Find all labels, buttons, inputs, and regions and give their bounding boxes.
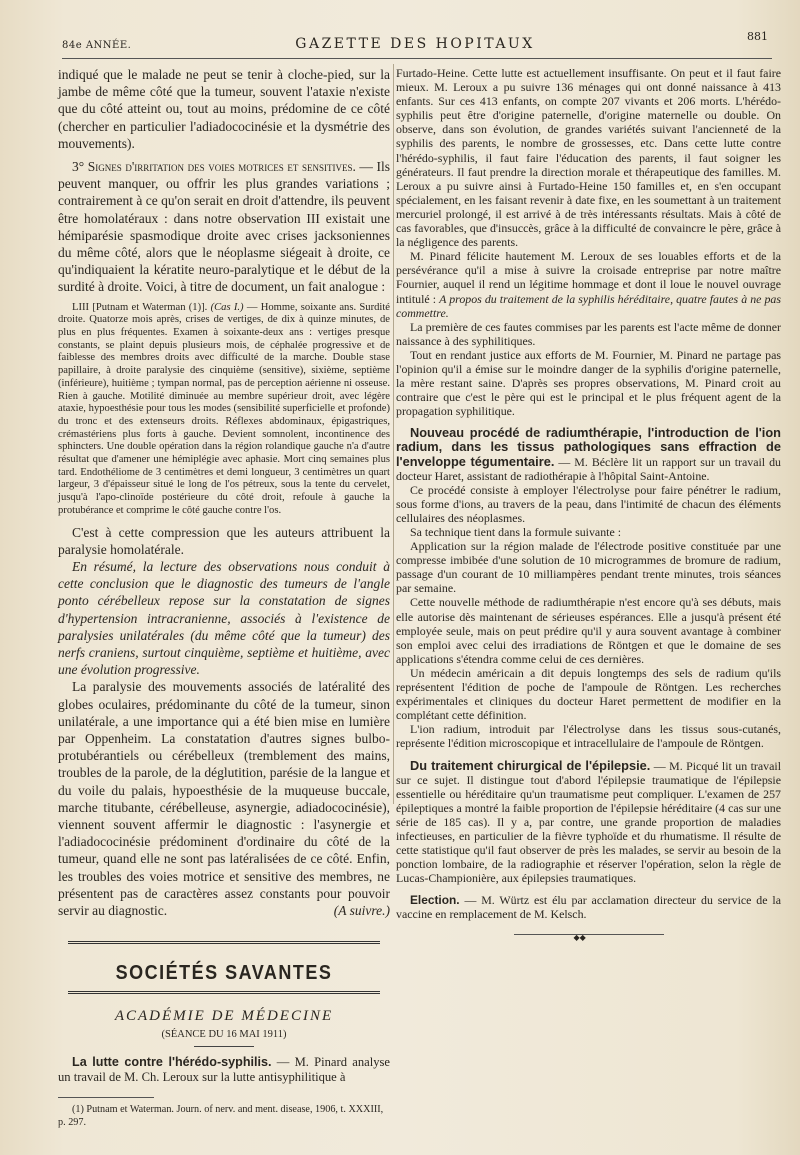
academy-heading: ACADÉMIE DE MÉDECINE	[114, 1008, 334, 1025]
paragraph-compression: C'est à cette compression que les auteurs attribuent la paralysie homolatérale.	[58, 524, 390, 557]
paragraph-fournier: Tout en rendant justice aux efforts de M. Fournier, M. Pinard ne partage pas l'opinion qu'il a émise sur le moindre danger de la syphilis d'origine paternelle, la mère restant saine. D'après ses propres observations, M. Pinard croit au contraire que c'est le père qui est le principal et le plus fréquent agent de la propagation syphilitique.	[396, 347, 781, 419]
paragraph-furtado: Furtado-Heine. Cette lutte est actuellement insuffisante. On peut et il faut faire mieux. M. Leroux a pu suivre 136 ménages qui ont donné naissance à 413 enfants. Sur ces 413 enfants, on compte 207 vivants et 206 morts. L'hérédo-syphilis peut être d'origine paternelle, d'origine maternelle ou double. On observe, dans son évolution, de grandes variétés suivant l'ancienneté de la syphilis des parents, le nombre de grossesses, etc. Dans cette lutte contre l'hérédo-syphilis, il faut faire l'éducation des parents, il faut soigner les générateurs. Il faut prendre la direction morale et thérapeutique des familles. M. Leroux a pu suivre ainsi à Furtado-Heine 150 familles et, en s'en occupant spécialement, en les faisant revenir à date fixe, en les soumettant à un traitement mercuriel prolongé, il est arrivé à de très intéressants résultats. Mais à côté de cas favorables, que d'insuccès, grâce à la difficulté de convaincre le père, grâce à la négligence des parents.	[396, 66, 781, 250]
epilepsie-body: — M. Picqué lit un travail sur ce sujet. Il distingue tout d'abord l'épilepsie traumatique de l'épilepsie essentielle ou héréditaire qu'un traumatisme peut compliquer. L'examen de 257 épileptiques a montré la faible proportion de l'épilepsie héréditaire (4 cas sur une série de 185 cas). Il y a, par contre, une grande proportion de maladies infectieuses, en particulier de la fièvre typhoïde et du rhumatisme. Il résulte de cette statistique qu'il faut observer de près les malades, se servir au besoin de la ponction lombaire, de la radiographie et réserver l'opération, selon la règle de Lucas-Championière, aux épilepsies traumatiques.	[396, 758, 782, 886]
short-rule	[194, 1046, 254, 1047]
ornament-icon: ◆◆	[573, 932, 586, 942]
paragraph-resume: En résumé, la lecture des observations nous conduit à cette conclusion que le diagnostic des tumeurs de l'angle ponto cérébelleux repose sur la constatation de signes d'hypertension intracranienne, associés à l'existence de paralysies unilatérales (du même côté que la tumeur) des nerfs craniens, surtout cinquième, septième et huitième, avec une évolution progressive.	[58, 559, 390, 678]
section-rule-top	[68, 941, 380, 944]
footnote-rule	[58, 1097, 154, 1098]
year-label: 84e ANNÉE.	[62, 40, 132, 51]
case-label: (Cas I.)	[210, 301, 244, 313]
page-header	[62, 30, 768, 58]
paragraph-procede: Ce procédé consiste à employer l'électrolyse pour faire pénétrer le radium, sous forme d'ions, au travers de la peau, dans l'intimité de chacun des éléments cellulaires des néoplasmes.	[396, 482, 781, 525]
paragraph-paralysie-body: La paralysie des mouvements associés de latéralité des globes oculaires, prédominante du côté de la tumeur, sinon unilatérale, a une importance qui a été bien mise en lumière par Oppenheim. La constatation d'autres signes bulbo-protubérantiels ou cérébelleux (tremblement des mains, troubles de la parole, de la déglutition, parésie de la langue et du voile du palais, hypoesthésie de la muqueuse buccale, marche titubante, cérébelleuse, asynergie, adiadococinésie), viennent souvent affermir le diagnostic : l'asynergie et l'adiadococinésie prédominent d'ordinaire du côté de la tumeur, quand elle ne sont pas latéralisées de ce côté. Enfin, les troubles des voies motrice et sensitive des membres, ne présentent pas de caractères assez constants pour pouvoir servir au diagnostic.	[58, 679, 390, 919]
case-heading: LIII [Putnam et Waterman (1)].	[72, 301, 211, 313]
paragraph-pinard-body: M. Pinard félicite hautement M. Leroux de ses louables efforts et de la persévérance qu'il a mise à suivre la croisade entreprise par notre maître Fournier, auquel il rend un légitime hommage et dont il loue le nouvel ouvrage intitulé :	[396, 249, 781, 306]
paragraph-application: Application sur la région malade de l'électrode positive constituée par une compresse imbibée d'une solution de 10 microgrammes de bromure de radium, passage d'un courant de 10 milliampères pendant trente minutes, trois séances par semaine.	[396, 539, 781, 596]
paragraph-pinard	[396, 249, 781, 319]
end-ornament-rule	[514, 932, 664, 942]
paragraph-paralysie	[58, 678, 390, 919]
right-column	[396, 66, 782, 942]
case-body: — Homme, soixante ans. Surdité droite. Quatorze mois après, crises de vertiges, de dix à quinze minutes, de plus en plus fréquentes. Examen à soixante-deux ans : vertiges presque constants, se plaint depuis plusieurs mois, de céphalée progressive et de faiblesse des membres droits avec difficulté de la marche. Double stase papillaire, à droite paralysie des cinquième (sensitive), sixième, septième (inférieure), huitième ; tympan normal, pas de perception aérienne ni osseuse. Rien à gauche. Motilité diminuée au membre supérieur droit, avec légère ataxie, hypoesthésie pour tous les modes (sensibilité superficielle et profonde) du tronc et des extenseurs droits. Réflexes abdominaux, épigastriques, crémastériens plus forts à gauche. Devient somnolent, incontinence des sphincters. Une double opération dans la région rolandique gauche n'a d'autre résultat que d'amener une hémiplégie avec aphasie. Mort cinq semaines plus tard. Endothéliome de 3 centimètres et demi longueur, 3 centimètres un quart largeur, 3 d'épaisseur situé le long de l'os pétreux, sous la tente du cervelet, jusqu'à l'apo-clinoïde postérieure du côté droit, refoule à gauche la protubérance et comprime le côté gauche contre l'os.	[58, 301, 390, 516]
column-rule	[393, 64, 394, 804]
election-body: — M. Würtz est élu par acclamation directeur du service de la vaccine en remplacement de M. Kelsch.	[396, 893, 781, 922]
lutte-heading: La lutte contre l'hérédo-syphilis.	[72, 1055, 272, 1070]
paragraph-signes-irritation	[58, 158, 390, 296]
book-title: A propos du traitement de la syphilis héréditaire, quatre fautes à ne pas commettre.	[396, 291, 781, 320]
page-number: 881	[747, 30, 768, 43]
paragraph-medecin: Un médecin américain a dit depuis longtemps des sels de radium qu'ils représentent l'édition de poche de l'ampoule de Röntgen. Les recherches expérimentales et cliniques du docteur Haret permettent de modifier en la complétant cette définition.	[396, 665, 781, 723]
paragraph-technique: Sa technique tient dans la formule suivante :	[410, 525, 622, 539]
left-column	[58, 66, 390, 1129]
paragraph-methode: Cette nouvelle méthode de radiumthérapie n'est encore qu'à ses débuts, mais elle autorise dès maintenant de sérieuses espérances. Elle a jusqu'à présent été employée seule, mais on peut prédire qu'il y aura souvent avantage à combiner son emploi avec celui des irradiations de Röntgen et que le domaine de ses applications s'étendra comme celui de ces dernières.	[396, 595, 781, 666]
seance-date: (SÉANCE DU 16 MAI 1911)	[161, 1029, 287, 1041]
header-rule	[62, 58, 772, 59]
section-heading-societes: SOCIÉTÉS SAVANTES	[115, 960, 333, 984]
epilepsie-heading: Du traitement chirurgical de l'épilepsie.	[410, 757, 651, 773]
a-suivre-label: (A suivre.)	[333, 903, 390, 919]
journal-title: GAZETTE DES HOPITAUX	[295, 36, 535, 52]
section-heading-signes: 3° Signes d'irritation des voies motrices et sensitives.	[72, 159, 356, 175]
radium-heading: Nouveau procédé de radiumthérapie, l'introduction de l'ion radium, dans les tissus pathologiques sans effraction de l'enveloppe tégumentaire.	[396, 425, 781, 469]
election-heading: Election.	[410, 893, 460, 908]
paragraph-election	[396, 893, 781, 921]
paragraph-ataxie: indiqué que le malade ne peut se tenir à cloche-pied, sur la jambe de même côté que la tumeur, souvent l'ataxie n'existe que du côté atteint ou, tout au moins, prédomine de ce côté (chercher en particulier l'adiadococinésie et la dysmétrie des mouvements).	[58, 67, 390, 151]
paragraph-lutte	[58, 1055, 390, 1085]
lutte-body: — M. Pinard analyse un travail de M. Ch. Leroux sur la lutte antisyphilitique à	[58, 1055, 390, 1085]
paragraph-epilepsie	[396, 759, 781, 886]
paragraph-premiere-faute: La première de ces fautes commises par les parents est l'acte même de donner naissance à des syphilitiques.	[396, 319, 781, 348]
radium-intro: — M. Béclère lit un rapport sur un travail du docteur Haret, assistant de radiothérapie à l'hôpital Saint-Antoine.	[396, 454, 781, 483]
paragraph-radium	[396, 426, 781, 482]
paragraph-signes-body: — Ils peuvent manquer, ou offrir les plus grandes variations ; contrairement à ce qu'on serait en droit d'attendre, ils peuvent être homolatéraux : dans notre observation III existait une hémiparésie spasmodique droite avec crises jacksoniennes du même côté, alors que le néoplasme siégeait à droite, ce qu'indiquaient la kératite neuro-paralytique et le début de la surdité à droite. Voici, à titre de document, un fait analogue :	[58, 159, 390, 295]
paragraph-ion-radium: L'ion radium, introduit par l'électrolyse dans les tissus sous-cutanés, représente l'édition microscopique et intracellulaire de l'ampoule de Röntgen.	[396, 722, 781, 751]
section-rule-bottom	[68, 991, 380, 994]
footnote: (1) Putnam et Waterman. Journ. of nerv. and ment. disease, 1906, t. XXXIII, p. 297.	[58, 1104, 384, 1128]
case-observation-liii	[58, 302, 390, 518]
